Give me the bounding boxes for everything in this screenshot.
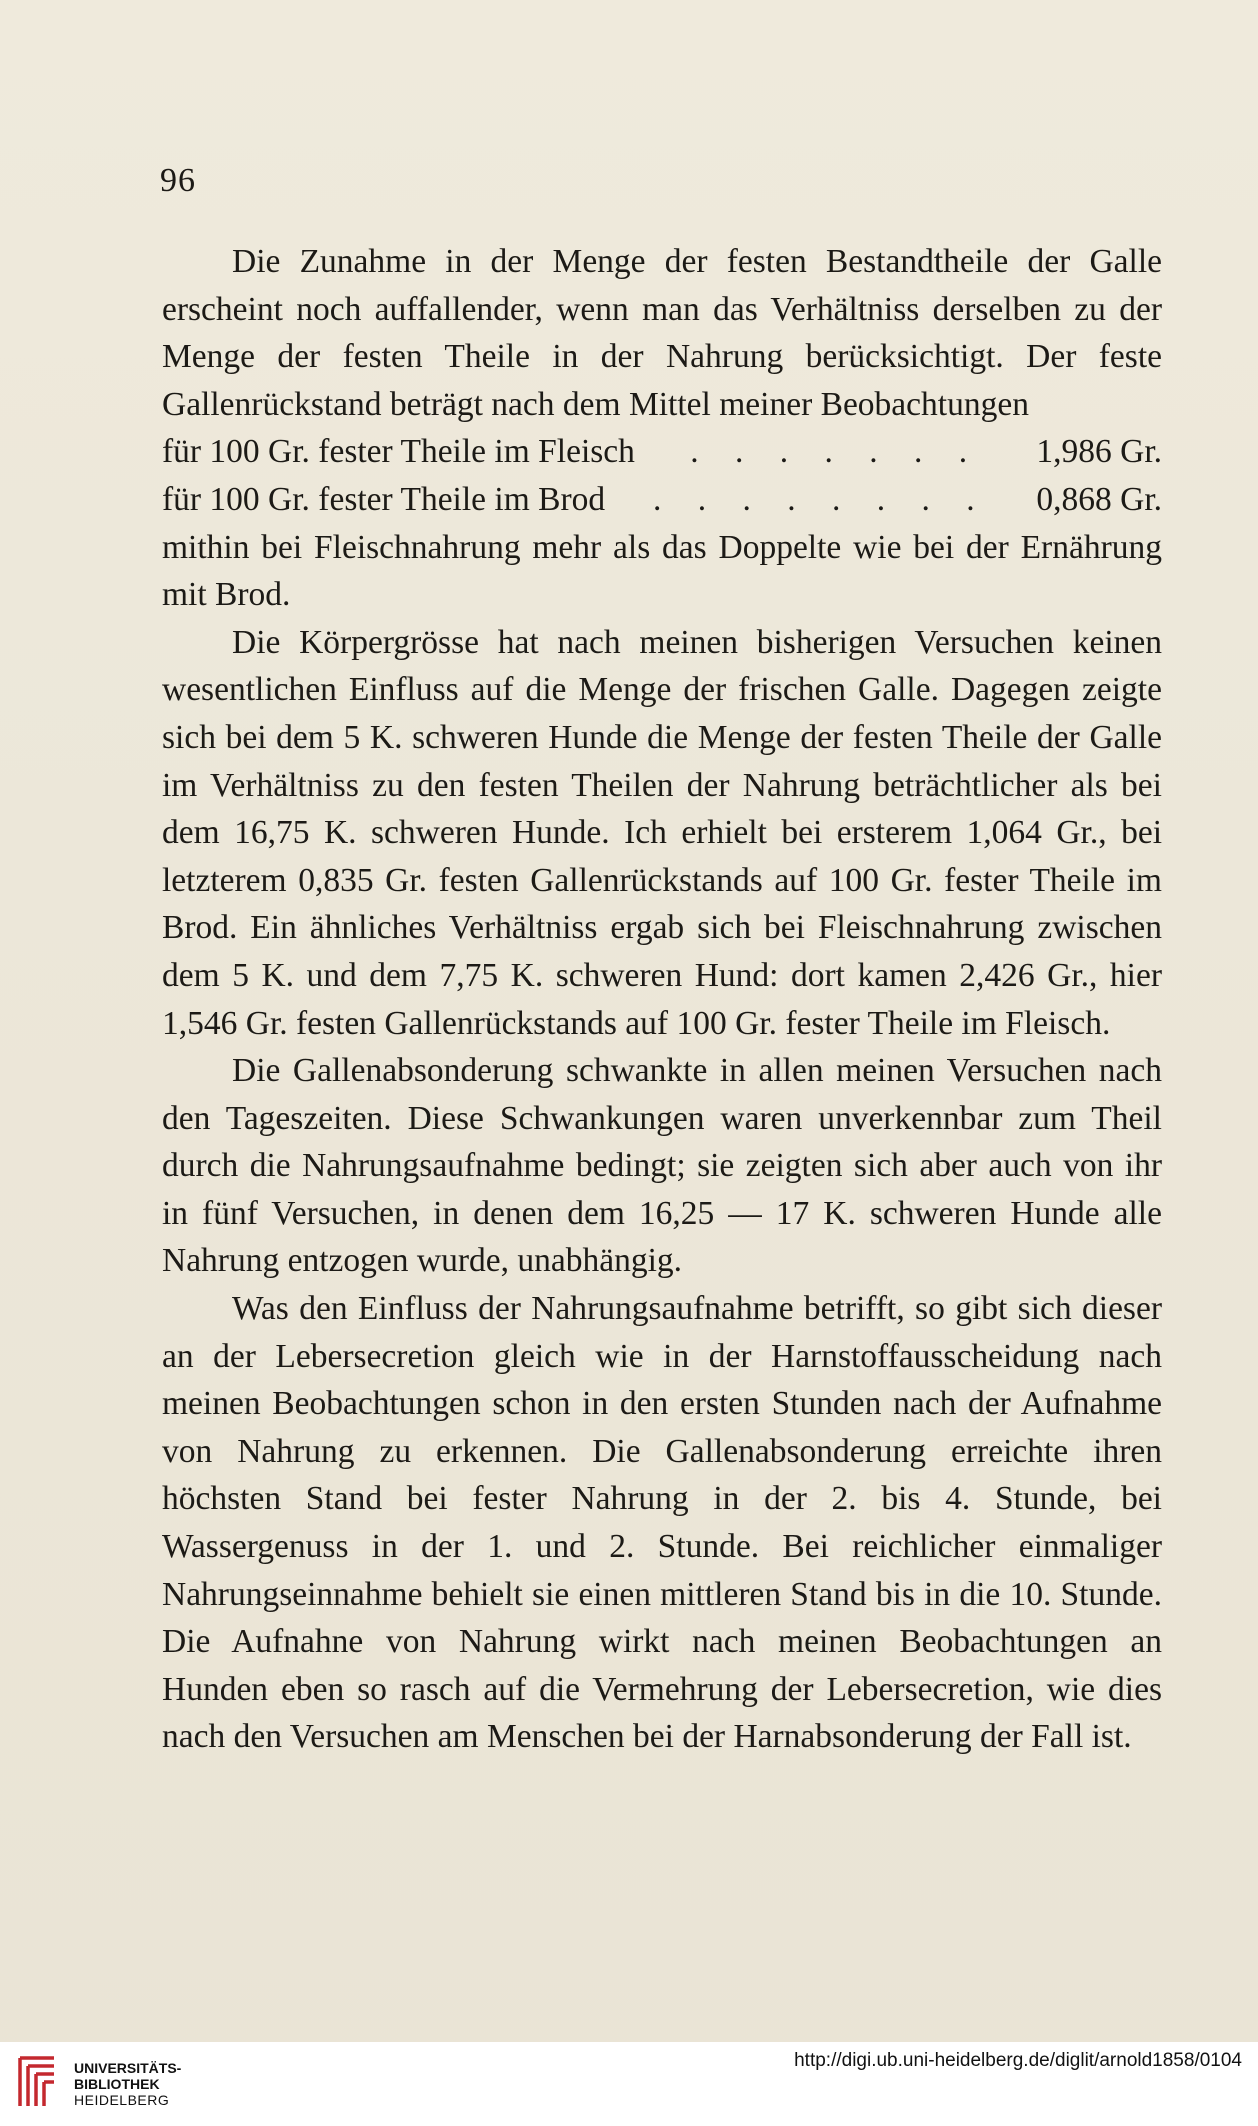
library-name-line2: BIBLIOTHEK: [74, 2076, 160, 2092]
library-logo-icon: [14, 2052, 62, 2112]
measurement-label: für 100 Gr. fester Theile im Brod: [162, 480, 606, 518]
leader-dots: . . . . . . .: [690, 433, 982, 471]
measurement-value: 1,986 Gr.: [1036, 433, 1162, 471]
measurement-value: 0,868 Gr.: [1036, 480, 1162, 518]
source-url-link[interactable]: http://digi.ub.uni-heidelberg.de/diglit/arnold1858/0104: [794, 2050, 1242, 2071]
library-name-line3: HEIDELBERG: [74, 2092, 170, 2108]
paragraph-2: Die Körpergrösse hat nach meinen bisherigen Versuchen keinen wesentlichen Einfluss auf die Menge der frischen Galle. Dagegen zeigte sich bei dem 5 K. schweren Hunde die Menge der festen Theile der Galle im Verhältniss zu den festen Theilen der Nahrung beträchtlicher als bei dem 16,75 K. schweren Hunde. Ich erhielt bei ersterem 1,064 Gr., bei letzterem 0,835 Gr. festen Gallenrückstands auf 100 Gr. fester Theile im Brod. Ein ähnliches Verhältniss ergab sich bei Fleischnahrung zwischen dem 5 K. und dem 7,75 K. schweren Hund: dort kamen 2,426 Gr., hier 1,546 Gr. festen Gallenrückstands auf 100 Gr. fester Theile im Fleisch.: [162, 623, 1162, 1042]
measurement-row-fleisch: [162, 428, 1162, 476]
library-name: [74, 2060, 181, 2108]
paragraph-4: Was den Einfluss der Nahrungsaufnahme betrifft, so gibt sich dieser an der Lebersecretion gleich wie in der Harnstoffausscheidung nach meinen Beobachtungen schon in den ersten Stunden nach der Aufnahme von Nahrung zu erkennen. Die Gallenabsonderung erreichte ihren höchsten Stand bei fester Nahrung in der 2. bis 4. Stunde, bei Wassergenuss in der 1. und 2. Stunde. Bei reichlicher einmaliger Nahrungseinnahme behielt sie einen mittleren Stand bis in die 10. Stunde. Die Aufnahne von Nahrung wirkt nach meinen Beobachtungen an Hunden eben so rasch auf die Vermehrung der Lebersecretion, wie dies nach den Versuchen am Menschen bei der Harnabsonderung der Fall ist.: [162, 1290, 1162, 1756]
paragraph-1: Die Zunahme in der Menge der festen Bestandtheile der Galle erscheint noch auffallender, wenn man das Verhältniss derselben zu der Menge der festen Theile in der Nahrung berücksichtigt. Der feste Gallenrückstand beträgt nach dem Mittel meiner Beobachtungen: [162, 243, 1162, 423]
paragraph-1-continued: mithin bei Fleischnahrung mehr als das Doppelte wie bei der Ernährung mit Brod.: [162, 528, 1162, 614]
measurement-row-brod: [162, 476, 1162, 524]
library-name-line1: UNIVERSITÄTS-: [74, 2060, 182, 2076]
paragraph-3: Die Gallenabsonderung schwankte in allen meinen Versuchen nach den Tageszeiten. Diese Schwankungen waren unverkennbar zum Theil durch die Nahrungsaufnahme bedingt; sie zeigten sich aber auch von ihr in fünf Versuchen, in denen dem 16,25 — 17 K. schweren Hunde alle Nahrung entzogen wurde, unabhängig.: [162, 1052, 1162, 1280]
measurement-label: für 100 Gr. fester Theile im Fleisch: [162, 433, 635, 471]
leader-dots: . . . . . . . .: [652, 480, 989, 518]
page-number: 96: [160, 162, 196, 199]
body-text: [162, 238, 1162, 1761]
